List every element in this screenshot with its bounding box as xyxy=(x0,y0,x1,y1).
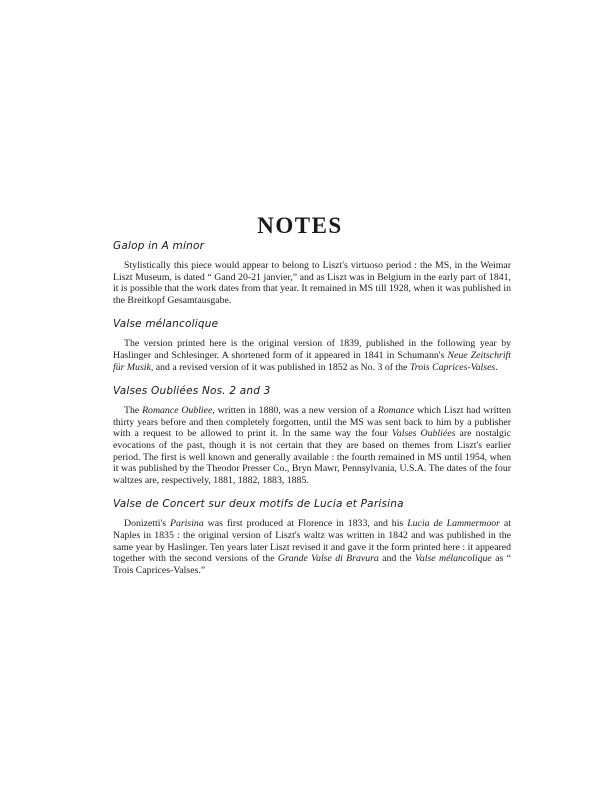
italic-title: Valse mélancolique xyxy=(414,553,492,565)
section-body: The Romance Oubliee, written in 1880, was a new version of a Romance which Liszt had written thirty years before and then completely forgotten, until the MS was sent back to him by a publisher with a request to be allowed to print it. In the same way the four Valses Oubliées are nostalgic evocations of the past, though it is not certain that they are based on themes from Liszt's earlier period. The first is well known and generally available : the fourth remained in MS until 1954, when it was published by the Theodor Presser Co., Bryn Mawr, Pennsylvania, U.S.A. The dates of the four waltzes are, respectively, 1881, 1882, 1883, 1885. xyxy=(113,405,511,486)
italic-title: Romance Oubliee xyxy=(142,405,213,417)
notes-section xyxy=(113,385,511,486)
section-heading: Valse de Concert sur deux motifs de Lucia et Parisina xyxy=(113,498,404,511)
notes-section xyxy=(113,318,511,373)
section-heading: Galop in A minor xyxy=(113,240,205,252)
italic-title: Parisina xyxy=(169,518,204,530)
page-title: NOTES xyxy=(257,213,343,239)
italic-title: Trois Caprices-Valses xyxy=(409,361,496,373)
section-body: Stylistically this piece would appear to belong to Liszt's virtuoso period : the MS, in the Weimar Liszt Museum, is dated “ Gand 20-21 janvier,” and as Liszt was in Belgium in the early part of 1841, it is possible that the work dates from that year. It remained in MS till 1928, when it was published in the Breitkopf Gesamtausgabe. xyxy=(113,260,511,306)
section-body: Donizetti's Parisina was first produced at Florence in 1833, and his Lucia de Lammermoor at Naples in 1835 : the original version of Liszt's waltz was written in 1842 and was published in the same year by Haslinger. Ten years later Liszt revised it and gave it the form printed here : it appeared together with the second versions of the Grande Valse di Bravura and the Valse mélancolique as “ Trois Caprices-Valses.” xyxy=(113,518,511,576)
notes-section xyxy=(113,240,511,306)
italic-title: Neue Zeitschrift für Musik xyxy=(113,349,511,373)
section-body: The version printed here is the original version of 1839, published in the following year by Haslinger and Schlesinger. A shortened form of it appeared in 1841 in Schumann's Neue Zeitschrift für Musik, and a revised version of it was published in 1852 as No. 3 of the Trois Caprices-Valses. xyxy=(113,338,511,373)
section-heading: Valses Oubliées Nos. 2 and 3 xyxy=(113,385,271,398)
notes-content xyxy=(113,240,511,588)
italic-title: Valses Oubliées xyxy=(391,428,456,440)
italic-title: Lucia de Lammermoor xyxy=(407,518,500,530)
section-heading: Valse mélancolique xyxy=(113,318,219,331)
italic-title: Romance xyxy=(377,405,415,417)
notes-section xyxy=(113,498,511,576)
italic-title: Grande Valse di Bravura xyxy=(277,553,379,565)
